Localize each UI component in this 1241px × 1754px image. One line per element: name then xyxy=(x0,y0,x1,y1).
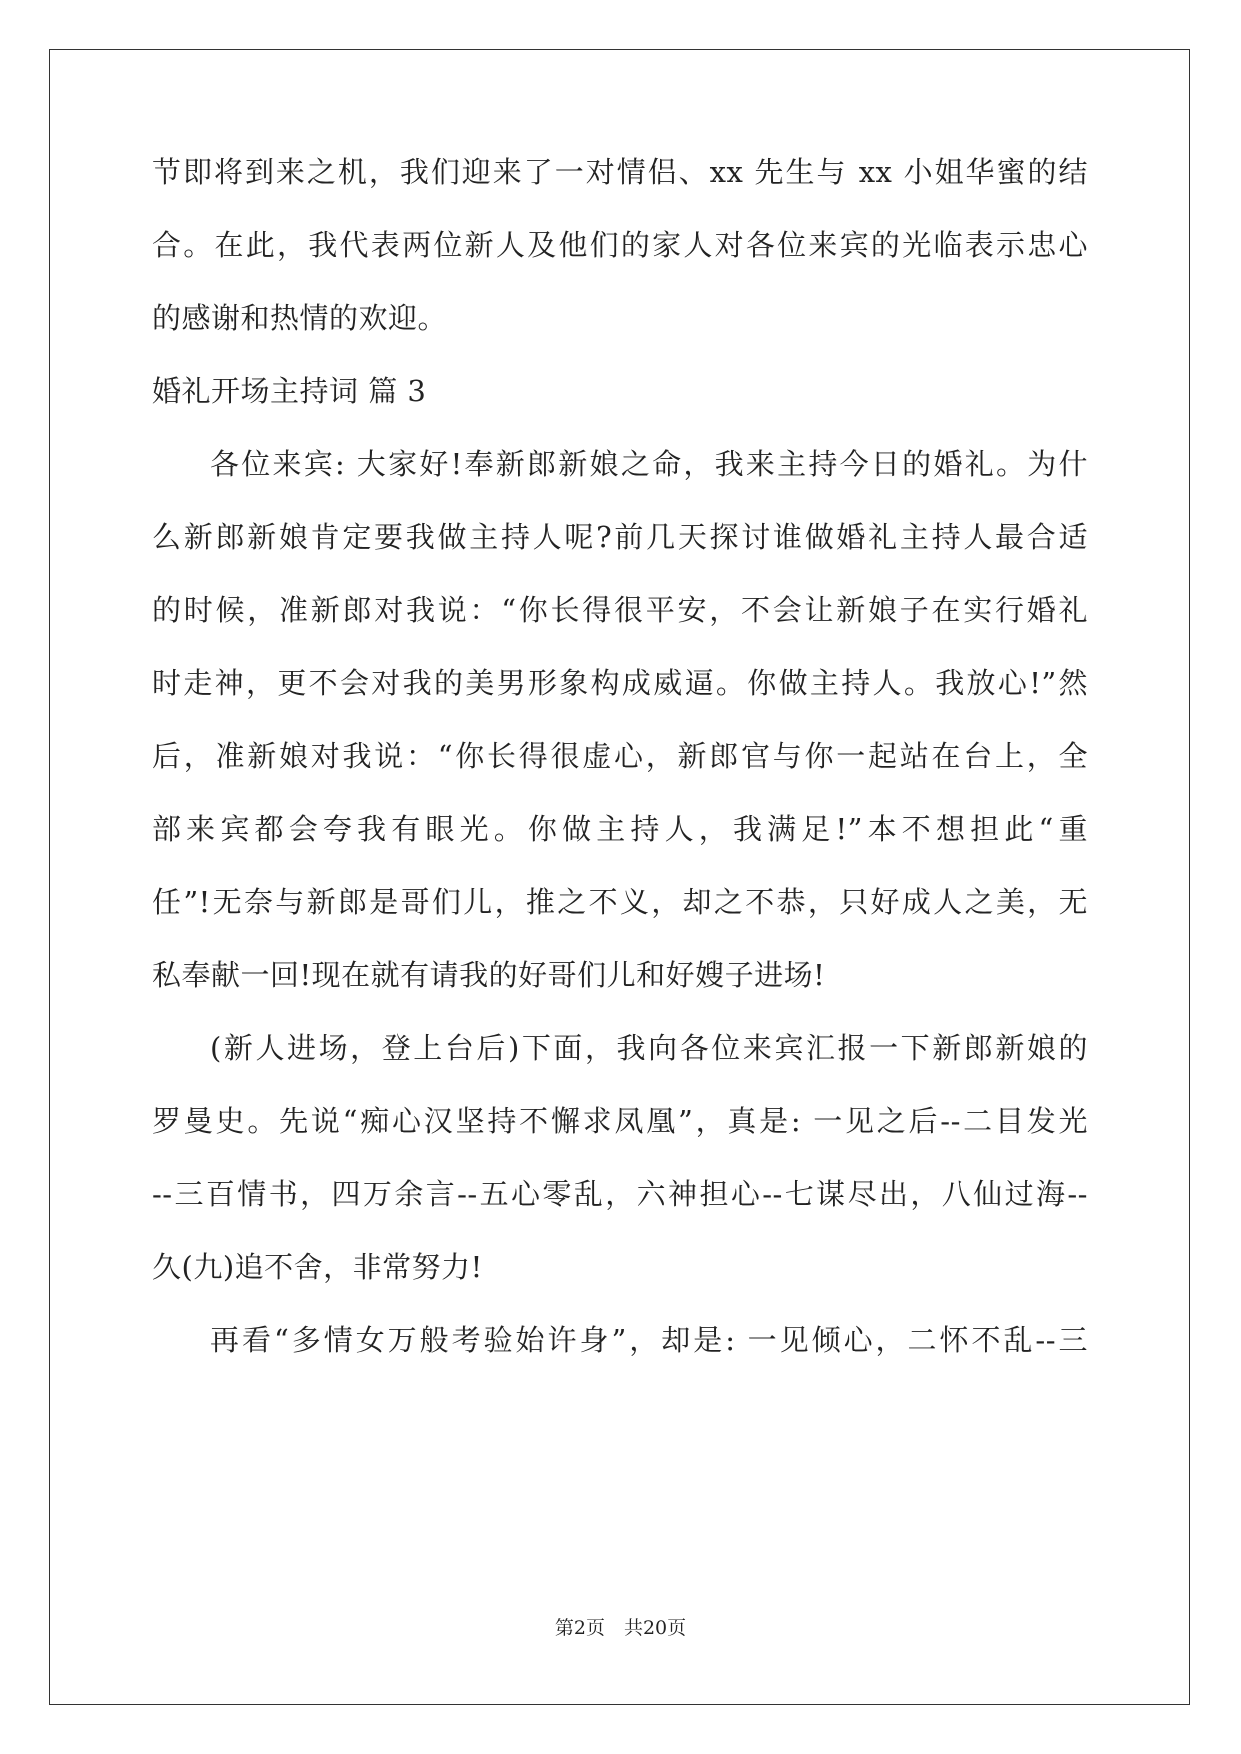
body-text-line: 的感谢和热情的欢迎。 xyxy=(152,301,448,335)
body-text-line: 的时候，准新郎对我说：“你长得很平安，不会让新娘子在实行婚礼 xyxy=(152,593,1088,627)
body-text-line: 再看“多情女万般考验始许身”，却是: 一见倾心，二怀不乱--三 xyxy=(210,1323,1088,1357)
body-text-line: 么新郎新娘肯定要我做主持人呢?前几天探讨谁做婚礼主持人最合适 xyxy=(152,520,1088,554)
body-text-line: 部来宾都会夸我有眼光。你做主持人，我满足!”本不想担此“重 xyxy=(152,812,1088,846)
body-text-line: 时走神，更不会对我的美男形象构成威逼。你做主持人。我放心!”然 xyxy=(152,666,1088,700)
body-text-line: 任”!无奈与新郎是哥们儿，推之不义，却之不恭，只好成人之美，无 xyxy=(152,885,1088,919)
body-text-line: 各位来宾: 大家好!奉新郎新娘之命，我来主持今日的婚礼。为什 xyxy=(210,447,1088,481)
body-text-line: 私奉献一回!现在就有请我的好哥们儿和好嫂子进场! xyxy=(152,958,826,992)
section-heading: 婚礼开场主持词 篇 3 xyxy=(152,374,427,408)
body-text-line: (新人进场，登上台后)下面，我向各位来宾汇报一下新郎新娘的 xyxy=(210,1031,1088,1065)
body-text-line: 节即将到来之机，我们迎来了一对情侣、xx 先生与 xx 小姐华蜜的结 xyxy=(152,155,1088,189)
body-text-line: 合。在此，我代表两位新人及他们的家人对各位来宾的光临表示忠心 xyxy=(152,228,1088,262)
body-text-line: 久(九)追不舍，非常努力! xyxy=(152,1250,483,1284)
body-text-line: --三百情书，四万余言--五心零乱，六神担心--七谋尽出，八仙过海-- xyxy=(152,1177,1088,1211)
body-text-line: 罗曼史。先说“痴心汉坚持不懈求凤凰”，真是: 一见之后--二目发光 xyxy=(152,1104,1088,1138)
page-number-footer: 第2页 共20页 xyxy=(554,1617,687,1639)
body-text-line: 后，准新娘对我说：“你长得很虚心，新郎官与你一起站在台上，全 xyxy=(152,739,1088,773)
